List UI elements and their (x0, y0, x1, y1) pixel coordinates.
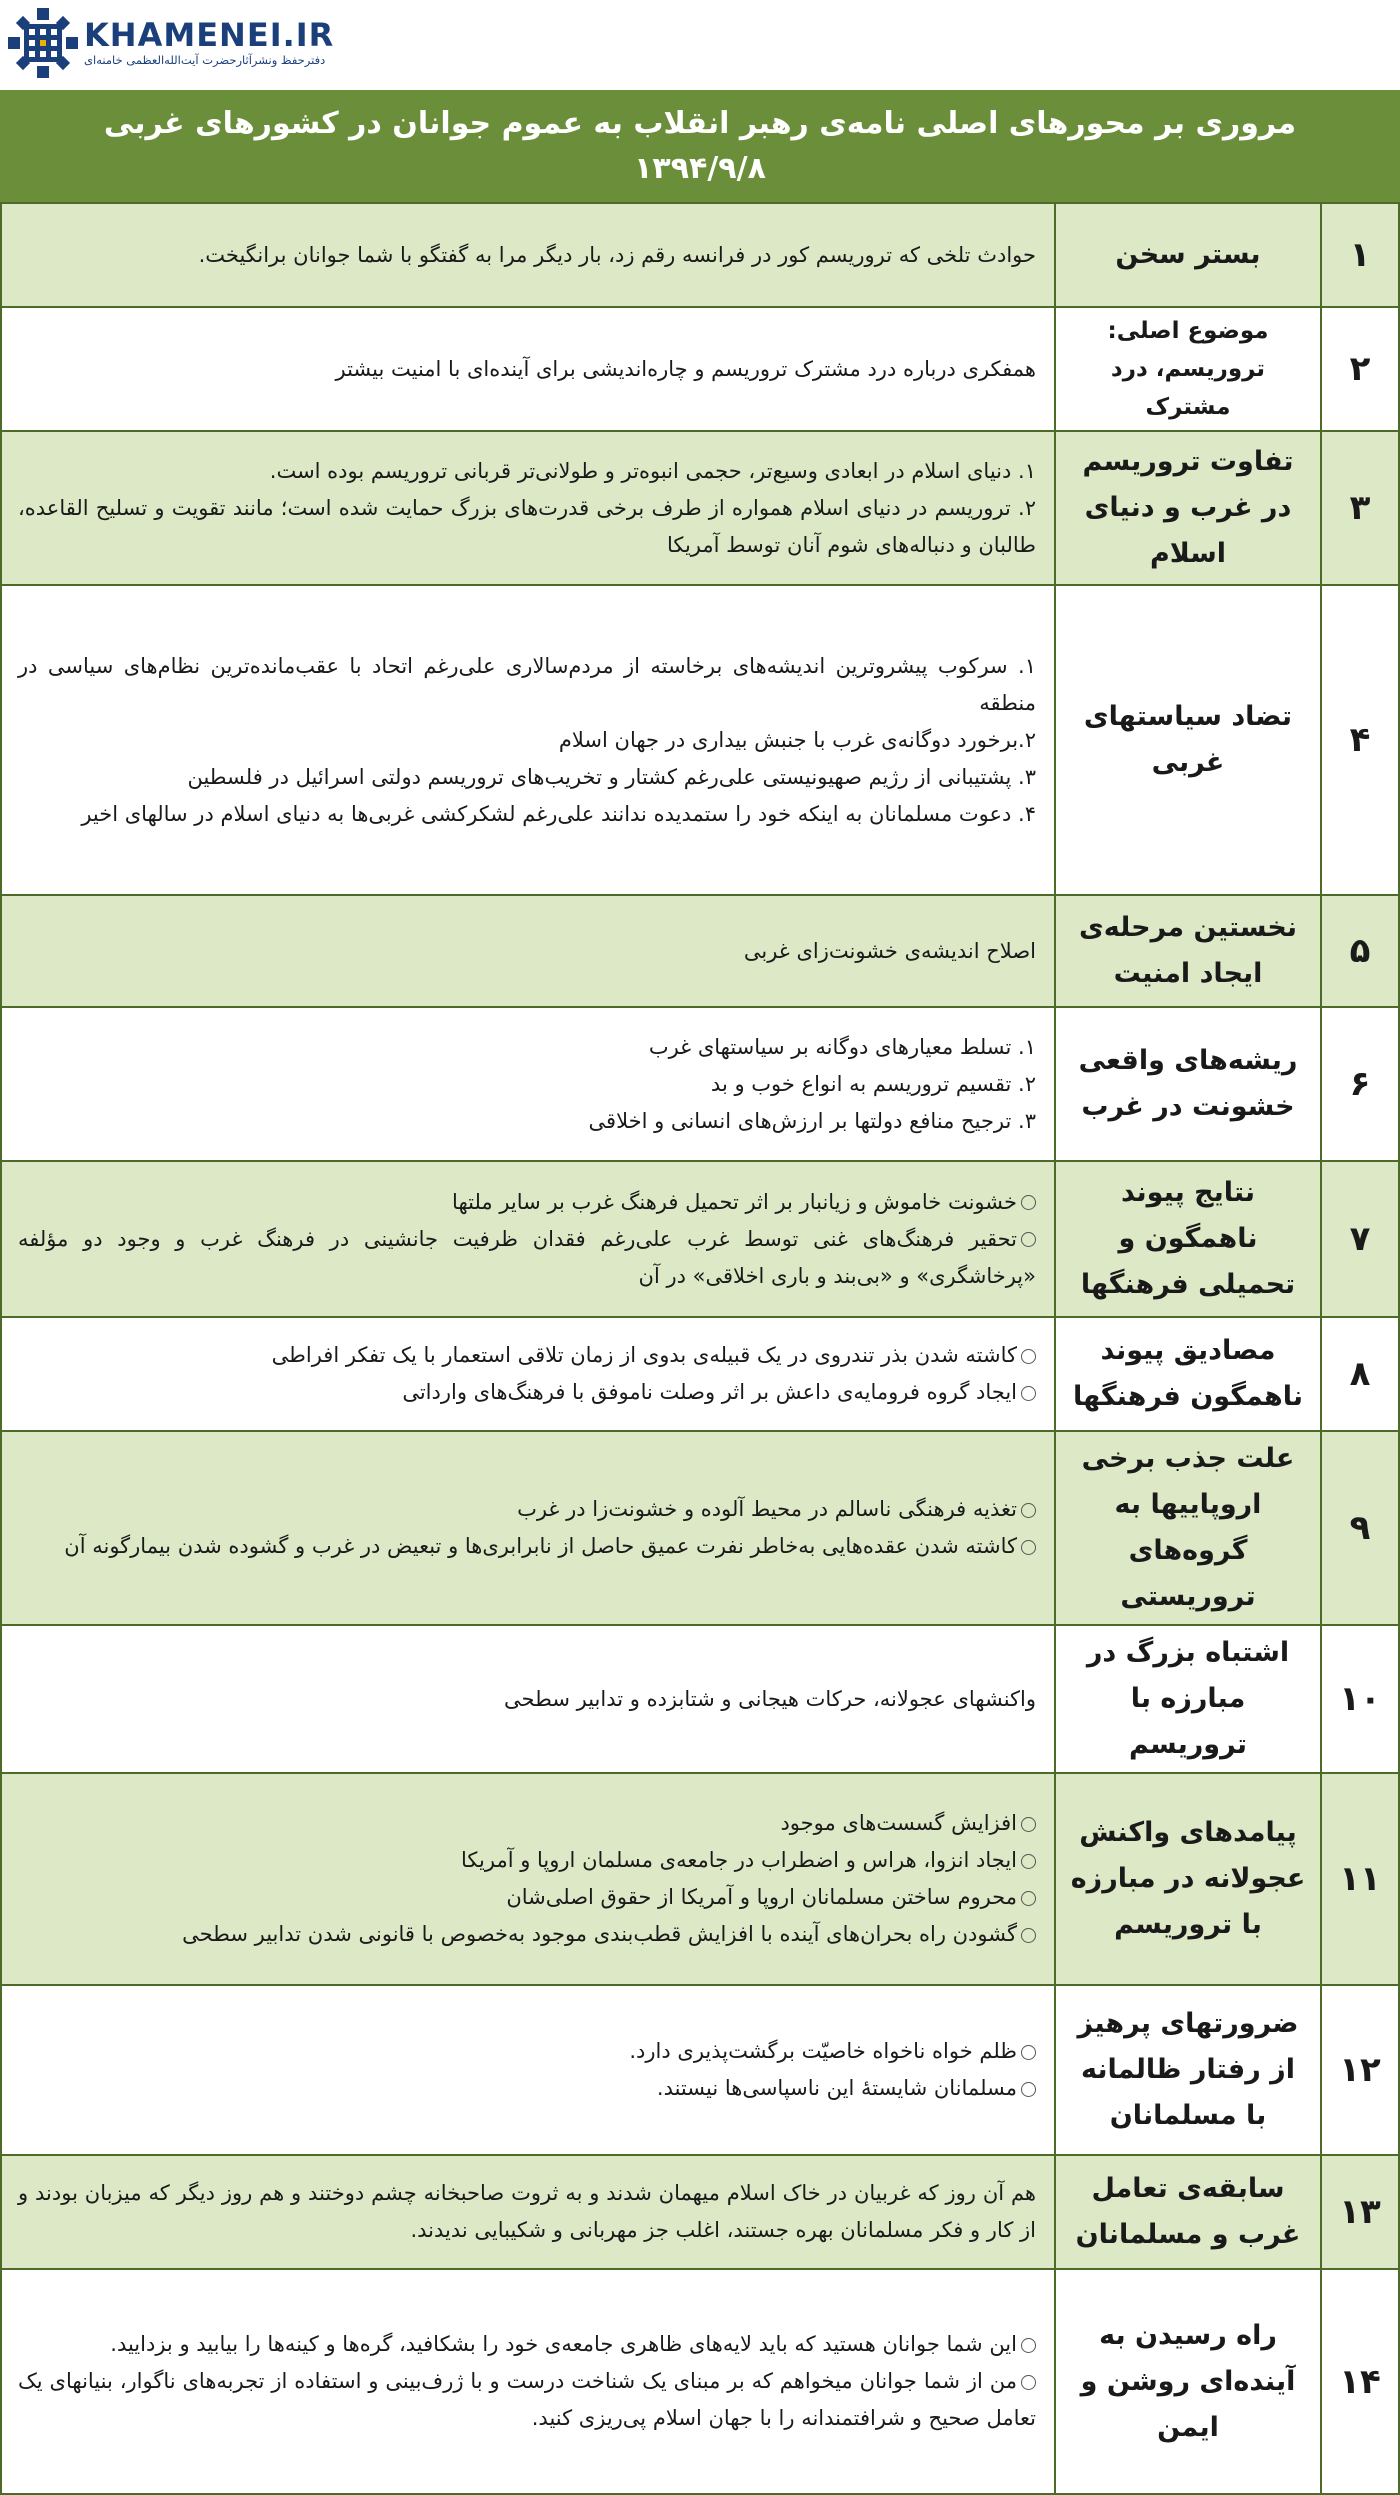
content-item (18, 1491, 1036, 1528)
content-item (18, 2175, 1036, 2249)
table-body (1, 203, 1399, 2494)
row-number: ۱۲ (1321, 1985, 1399, 2155)
row-topic: سابقه‌ی تعامل غرب و مسلمانان (1055, 2155, 1321, 2269)
table-row (1, 203, 1399, 307)
row-topic: نخستین مرحله‌ی ایجاد امنیت (1055, 895, 1321, 1007)
row-number: ۸ (1321, 1317, 1399, 1431)
content-item-text: کاشته شدن عقده‌هایی به‌خاطر نفرت عمیق حاصل از نابرابری‌ها و تبعیض در غرب و گشوده شدن بیمارگونه آن (64, 1534, 1017, 1558)
row-content (1, 2155, 1055, 2269)
content-item (18, 1916, 1036, 1953)
page-title: مروری بر محورهای اصلی نامه‌ی رهبر انقلاب به عموم جوانان در کشورهای غربی (103, 106, 1297, 141)
content-item (18, 759, 1036, 796)
content-item (18, 1337, 1036, 1374)
row-number: ۱۳ (1321, 2155, 1399, 2269)
row-topic: ریشه‌های واقعی خشونت در غرب (1055, 1007, 1321, 1161)
logo-emblem-icon (6, 6, 80, 80)
content-item (18, 237, 1036, 274)
row-number: ۵ (1321, 895, 1399, 1007)
row-content (1, 1317, 1055, 1431)
content-item-text: اصلاح اندیشه‌ی خشونت‌زای غربی (743, 938, 1036, 963)
content-item (18, 1184, 1036, 1221)
circle-bullet-icon (1021, 1195, 1036, 1210)
content-item (18, 1066, 1036, 1103)
content-item (18, 1842, 1036, 1879)
row-number: ۶ (1321, 1007, 1399, 1161)
row-number: ۱ (1321, 203, 1399, 307)
content-item (18, 933, 1036, 970)
row-content (1, 1625, 1055, 1773)
table-row (1, 1773, 1399, 1985)
row-topic: پیامدهای واکنش عجولانه در مبارزه با تروریسم (1055, 1773, 1321, 1985)
circle-bullet-icon (1021, 2045, 1036, 2060)
row-topic: تفاوت تروریسم در غرب و دنیای اسلام (1055, 431, 1321, 585)
row-content (1, 203, 1055, 307)
logo[interactable] (0, 0, 1400, 86)
content-item-text: گشودن راه بحران‌های آینده با افزایش قطب‌بندی موجود به‌خصوص با قانونی شدن تدابیر سطحی (182, 1922, 1017, 1946)
table-row (1, 1317, 1399, 1431)
content-item (18, 490, 1036, 564)
content-item-text: ایجاد گروه فرومایه‌ی داعش بر اثر وصلت ناموفق با فرهنگ‌های وارداتی (402, 1380, 1017, 1404)
content-item-text: تغذیه فرهنگی ناسالم در محیط آلوده و خشونت‌زا در غرب (517, 1497, 1017, 1521)
row-number: ۱۴ (1321, 2269, 1399, 2494)
content-item-text: ۲. تقسیم تروریسم به انواع خوب و بد (710, 1071, 1036, 1096)
content-item (18, 1879, 1036, 1916)
row-topic: نتایج پیوند ناهمگون و تحمیلی فرهنگها (1055, 1161, 1321, 1317)
table-row (1, 2155, 1399, 2269)
row-content (1, 1161, 1055, 1317)
row-content (1, 1773, 1055, 1985)
row-number: ۱۱ (1321, 1773, 1399, 1985)
row-topic: اشتباه بزرگ در مبارزه با تروریسم (1055, 1625, 1321, 1773)
circle-bullet-icon (1021, 1928, 1036, 1943)
content-item (18, 1374, 1036, 1411)
content-item (18, 351, 1036, 388)
content-item (18, 453, 1036, 490)
row-content (1, 1431, 1055, 1625)
content-item-text: ۴. دعوت مسلمانان به اینکه خود را ستمدیده ندانند علی‌رغم لشکرکشی غربی‌ها به دنیای اسلام در سالهای اخیر (81, 801, 1036, 826)
row-topic: ضرورتهای پرهیز از رفتار ظالمانه با مسلمانان (1055, 1985, 1321, 2155)
content-item-text: ۱. دنیای اسلام در ابعادی وسیع‌تر، حجمی انبوه‌تر و طولانی‌تر قربانی تروریسم بوده است. (269, 458, 1036, 483)
circle-bullet-icon (1021, 2338, 1036, 2353)
content-item-text: همفکری درباره درد مشترک تروریسم و چاره‌اندیشی برای آینده‌ای با امنیت بیشتر (335, 356, 1036, 381)
row-content (1, 585, 1055, 895)
table-row (1, 307, 1399, 431)
row-topic: راه رسیدن به آینده‌ای روشن و ایمن (1055, 2269, 1321, 2494)
content-item-text: هم آن روز که غربیان در خاک اسلام میهمان شدند و به ثروت صاحبخانه چشم دوختند و هم روز دیگر که میزبان بودند و از کار و فکر مسلمانان بهره جستند، اغلب جز مهربانی و شکیبایی ندیدند. (18, 2181, 1036, 2242)
table-row (1, 431, 1399, 585)
table-row (1, 1985, 1399, 2155)
circle-bullet-icon (1021, 2375, 1036, 2390)
content-item-text: افزایش گسست‌های موجود (780, 1811, 1017, 1835)
content-item-text: ۳. ترجیح منافع دولتها بر ارزش‌های انسانی و اخلاقی (588, 1108, 1036, 1133)
row-topic: بستر سخن (1055, 203, 1321, 307)
title-banner (0, 90, 1400, 202)
table-row (1, 1161, 1399, 1317)
row-topic: علت جذب برخی اروپاییها به گروه‌های تروریستی (1055, 1431, 1321, 1625)
circle-bullet-icon (1021, 2082, 1036, 2097)
content-item (18, 796, 1036, 833)
row-number: ۷ (1321, 1161, 1399, 1317)
table-row (1, 1625, 1399, 1773)
logo-title: KHAMENEI.IR (84, 16, 335, 54)
content-item-text: محروم ساختن مسلمانان اروپا و آمریکا از حقوق اصلی‌شان (506, 1885, 1017, 1909)
table-row (1, 1431, 1399, 1625)
summary-table (0, 202, 1400, 2495)
circle-bullet-icon (1021, 1854, 1036, 1869)
table-row (1, 585, 1399, 895)
content-item-text: تحقیر فرهنگ‌های غنی توسط غرب علی‌رغم فقدان ظرفیت جانشینی در فرهنگ غرب و وجود دو مؤلفه «پرخاشگری» و «بی‌بند و باری اخلاقی» در آن (18, 1226, 1036, 1288)
content-item-text: واکنشهای عجولانه، حرکات هیجانی و شتابزده و تدابیر سطحی (504, 1686, 1036, 1711)
content-item (18, 722, 1036, 759)
content-item (18, 2033, 1036, 2070)
row-number: ۴ (1321, 585, 1399, 895)
content-item (18, 2363, 1036, 2437)
row-number: ۱۰ (1321, 1625, 1399, 1773)
logo-subtitle: دفترحفظ ونشرآثارحضرت آیت‌الله‌العظمی خامنه‌ای (84, 53, 326, 67)
content-item-text: ظلم خواه ناخواه خاصیّت برگشت‌پذیری دارد. (629, 2039, 1017, 2063)
row-content (1, 431, 1055, 585)
content-item-text: ۱. تسلط معیارهای دوگانه بر سیاستهای غرب (648, 1034, 1036, 1059)
row-content (1, 1007, 1055, 1161)
row-number: ۳ (1321, 431, 1399, 585)
circle-bullet-icon (1021, 1503, 1036, 1518)
content-item (18, 1103, 1036, 1140)
table-row (1, 2269, 1399, 2494)
row-topic: موضوع اصلی: تروریسم، درد مشترک (1055, 307, 1321, 431)
circle-bullet-icon (1021, 1817, 1036, 1832)
content-item-text: ایجاد انزوا، هراس و اضطراب در جامعه‌ی مسلمان اروپا و آمریکا (461, 1848, 1017, 1872)
table-row (1, 895, 1399, 1007)
content-item (18, 1029, 1036, 1066)
content-item (18, 1805, 1036, 1842)
circle-bullet-icon (1021, 1232, 1036, 1247)
content-item-text: خشونت خاموش و زیانبار بر اثر تحمیل فرهنگ غرب بر سایر ملتها (452, 1189, 1017, 1214)
circle-bullet-icon (1021, 1540, 1036, 1555)
content-item-text: ۳. پشتیبانی از رژیم صهیونیستی علی‌رغم کشتار و تخریب‌های تروریسم دولتی اسرائیل در فلسطین (187, 764, 1036, 789)
row-content (1, 307, 1055, 431)
row-content (1, 1985, 1055, 2155)
row-number: ۹ (1321, 1431, 1399, 1625)
content-item (18, 1681, 1036, 1718)
content-item (18, 2326, 1036, 2363)
row-number: ۲ (1321, 307, 1399, 431)
page-date: ۱۳۹۴/۹/۸ (634, 151, 766, 186)
content-item-text: ۲. تروریسم در دنیای اسلام همواره از طرف برخی قدرت‌های بزرگ حمایت شده است؛ مانند تقویت و تسلیح القاعده، طالبان و دنباله‌های شوم آنان توسط آمریکا (18, 495, 1036, 557)
table-row (1, 1007, 1399, 1161)
content-item (18, 1221, 1036, 1295)
row-content (1, 895, 1055, 1007)
circle-bullet-icon (1021, 1891, 1036, 1906)
content-item (18, 1528, 1036, 1565)
circle-bullet-icon (1021, 1349, 1036, 1364)
row-topic: تضاد سیاستهای غربی (1055, 585, 1321, 895)
content-item-text: ۲.برخورد دوگانه‌ی غرب با جنبش بیداری در جهان اسلام (558, 727, 1036, 752)
row-topic: مصادیق پیوند ناهمگون فرهنگها (1055, 1317, 1321, 1431)
circle-bullet-icon (1021, 1386, 1036, 1401)
content-item-text: حوادث تلخی که تروریسم کور در فرانسه رقم زد، بار دیگر مرا به گفتگو با شما جوانان برانگیخت. (198, 242, 1036, 267)
content-item (18, 2070, 1036, 2107)
content-item-text: مسلمانان شایستهٔ این ناسپاسی‌ها نیستند. (656, 2076, 1017, 2100)
content-item-text: من از شما جوانان میخواهم که بر مبنای یک شناخت درست و با ژرف‌بینی و استفاده از تجربه‌های ناگوار، بنیانهای یک تعامل صحیح و شرافتمندانه را با جهان اسلام پی‌ریزی کنید. (18, 2369, 1036, 2430)
content-item-text: کاشته شدن بذر تندروی در یک قبیله‌ی بدوی از زمان تلاقی استعمار با یک تفکر افراطی (271, 1343, 1017, 1367)
row-content (1, 2269, 1055, 2494)
content-item-text: ۱. سرکوب پیشروترین اندیشه‌های برخاسته از مردم‌سالاری علی‌رغم اتحاد با عقب‌مانده‌ترین نظام‌های سیاسی در منطقه (18, 653, 1036, 715)
content-item (18, 648, 1036, 722)
content-item-text: این شما جوانان هستید که باید لایه‌های ظاهری جامعه‌ی خود را بشکافید، گره‌ها و کینه‌ها را بیابید و بزدایید. (110, 2332, 1017, 2356)
